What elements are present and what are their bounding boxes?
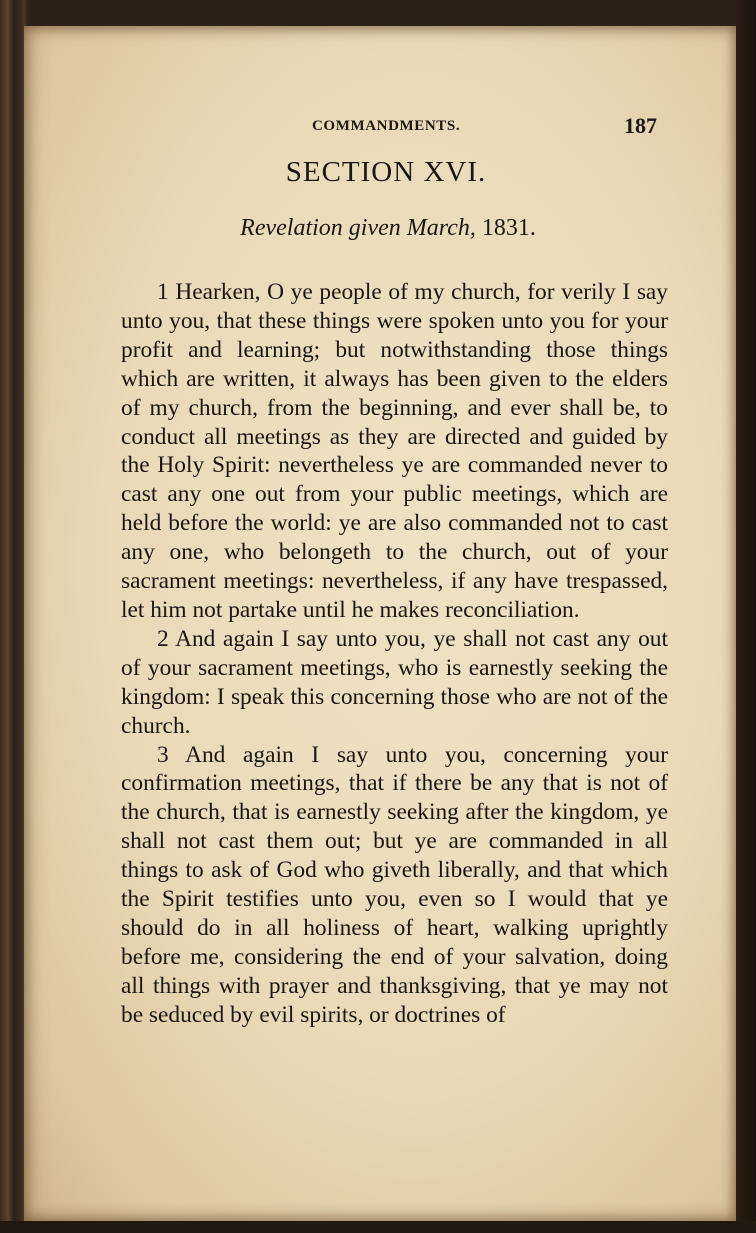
body-text bbox=[121, 278, 668, 1030]
verse-number: 1 bbox=[157, 279, 169, 305]
page-number: 187 bbox=[624, 113, 657, 138]
subtitle-text: Revelation given March, bbox=[240, 215, 476, 241]
verse-text: Hearken, O ye people of my church, for verily I say unto you, that these things were spoken unto you for your profit and learning; but notwithstanding those things which are written, it always has been given to the elders of my church, from the beginning, and ever shall be, to conduct all meetings as they are directed and guided by the Holy Spirit: nevertheless ye are commanded never to cast any one out from your public meetings, which are held before the world: ye are also commanded not to cast any one, who belongeth to the church, out of your sacrament meetings: nevertheless, if any have trespassed, let him not partake until he makes reconciliation. bbox=[121, 279, 668, 623]
verse-paragraph bbox=[121, 625, 668, 741]
subtitle-year: 1831. bbox=[481, 215, 536, 241]
running-head bbox=[24, 113, 736, 142]
verse-text: And again I say unto you, concerning your confirmation meetings, that if there be any that is not of the church, that is earnestly seeking after the kingdom, ye shall not cast them out; but ye are commanded in all things to ask of God who giveth liberally, and that which the Spirit testifies unto you, even so I would that ye should do in all holiness of heart, walking uprightly before me, considering the end of your salvation, doing all things with prayer and thanksgiving, that ye may not be seduced by evil spirits, or doctrines of bbox=[121, 741, 668, 1028]
verse-paragraph bbox=[121, 741, 668, 1030]
running-title: COMMANDMENTS. bbox=[312, 118, 461, 134]
page-bottom-edge bbox=[0, 1221, 756, 1233]
verse-number: 3 bbox=[157, 741, 169, 768]
section-title: SECTION XVI. bbox=[285, 156, 487, 188]
verse-paragraph bbox=[121, 278, 668, 625]
section-subtitle bbox=[24, 215, 744, 242]
verse-number: 2 bbox=[157, 625, 169, 652]
verse-text: And again I say unto you, ye shall not cast any out of your sacrament meetings, who is earnestly seeking the kingdom: I speak this concerning those who are not of the church. bbox=[121, 625, 668, 739]
